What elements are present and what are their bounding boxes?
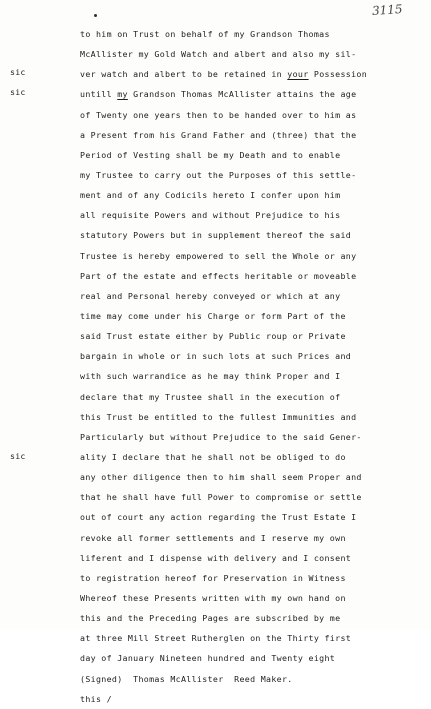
text-line-8: my Trustee to carry out the Purposes of this settle- bbox=[80, 169, 357, 180]
text-line-4: untill my Grandson Thomas McAllister attains the age bbox=[80, 89, 357, 100]
text-line-1: to him on Trust on behalf of my Grandson Thomas bbox=[80, 29, 330, 39]
text-line-28: to registration hereof for Preservation in Witness bbox=[80, 572, 346, 583]
margin-note-sic-3: sic bbox=[10, 451, 26, 461]
text-line-19: declare that my Trustee shall in the execution of bbox=[80, 391, 341, 402]
text-line-9: ment and of any Codicils hereto I confer upon him bbox=[80, 190, 341, 201]
text-line-17: bargain in whole or in such lots at such Prices and bbox=[80, 351, 352, 362]
text-line-5: of Twenty one years then to be handed over to him as bbox=[80, 109, 357, 120]
text-line-20: this Trust be entitled to the fullest Immunities and bbox=[80, 411, 357, 422]
ink-mark bbox=[94, 14, 97, 17]
text-line-12: Trustee is hereby empowered to sell the Whole or any bbox=[80, 250, 357, 261]
text-line-27: liferent and I dispense with delivery and I consent bbox=[80, 552, 352, 563]
text-line-29: Whereof these Presents written with my own hand on bbox=[80, 592, 346, 603]
text-line-26: revoke all former settlements and I reserve my own bbox=[80, 532, 346, 543]
text-line-23: any other diligence then to him shall seem Proper and bbox=[80, 472, 362, 483]
text-line-6: a Present from his Grand Father and (three) that the bbox=[80, 129, 357, 140]
text-line-30: this and the Preceding Pages are subscribed by me bbox=[80, 613, 341, 624]
text-line-25: out of court any action regarding the Trust Estate I bbox=[80, 512, 357, 523]
text-line-31: at three Mill Street Rutherglen on the Thirty first bbox=[80, 633, 352, 644]
text-line-10: all requisite Powers and without Prejudice to his bbox=[80, 210, 341, 221]
continuation-catchword: this / bbox=[80, 693, 112, 704]
text-line-32: day of January Nineteen hundred and Twenty eight bbox=[80, 653, 336, 664]
text-line-16: said Trust estate either by Public roup or Private bbox=[80, 331, 346, 342]
text-line-18: with such warrandice as he may think Proper and I bbox=[80, 371, 341, 382]
text-line-2: McAllister my Gold Watch and albert and also my sil- bbox=[80, 49, 357, 60]
text-line-13: Part of the estate and effects heritable or moveable bbox=[80, 270, 357, 281]
handwritten-page-number: 3115 bbox=[371, 1, 403, 19]
margin-note-sic-2: sic bbox=[10, 87, 26, 97]
text-line-24: that he shall have full Power to compromise or settle bbox=[80, 492, 362, 503]
text-line-15: time may come under his Charge or form Part of the bbox=[80, 310, 346, 321]
margin-note-sic-1: sic bbox=[10, 67, 26, 77]
typed-body-text bbox=[80, 24, 430, 709]
text-line-7: Period of Vesting shall be my Death and to enable bbox=[80, 149, 341, 160]
text-line-11: statutory Powers but in supplement thereof the said bbox=[80, 230, 352, 241]
signature-line: (Signed) Thomas McAllister Reed Maker. bbox=[80, 673, 293, 684]
text-line-22: ality I declare that he shall not be obliged to do bbox=[80, 451, 346, 462]
text-line-21: Particularly but without Prejudice to the said Gener- bbox=[80, 431, 362, 442]
text-line-3: ver watch and albert to be retained in your Possession bbox=[80, 69, 368, 80]
text-line-14: real and Personal hereby conveyed or which at any bbox=[80, 290, 341, 301]
